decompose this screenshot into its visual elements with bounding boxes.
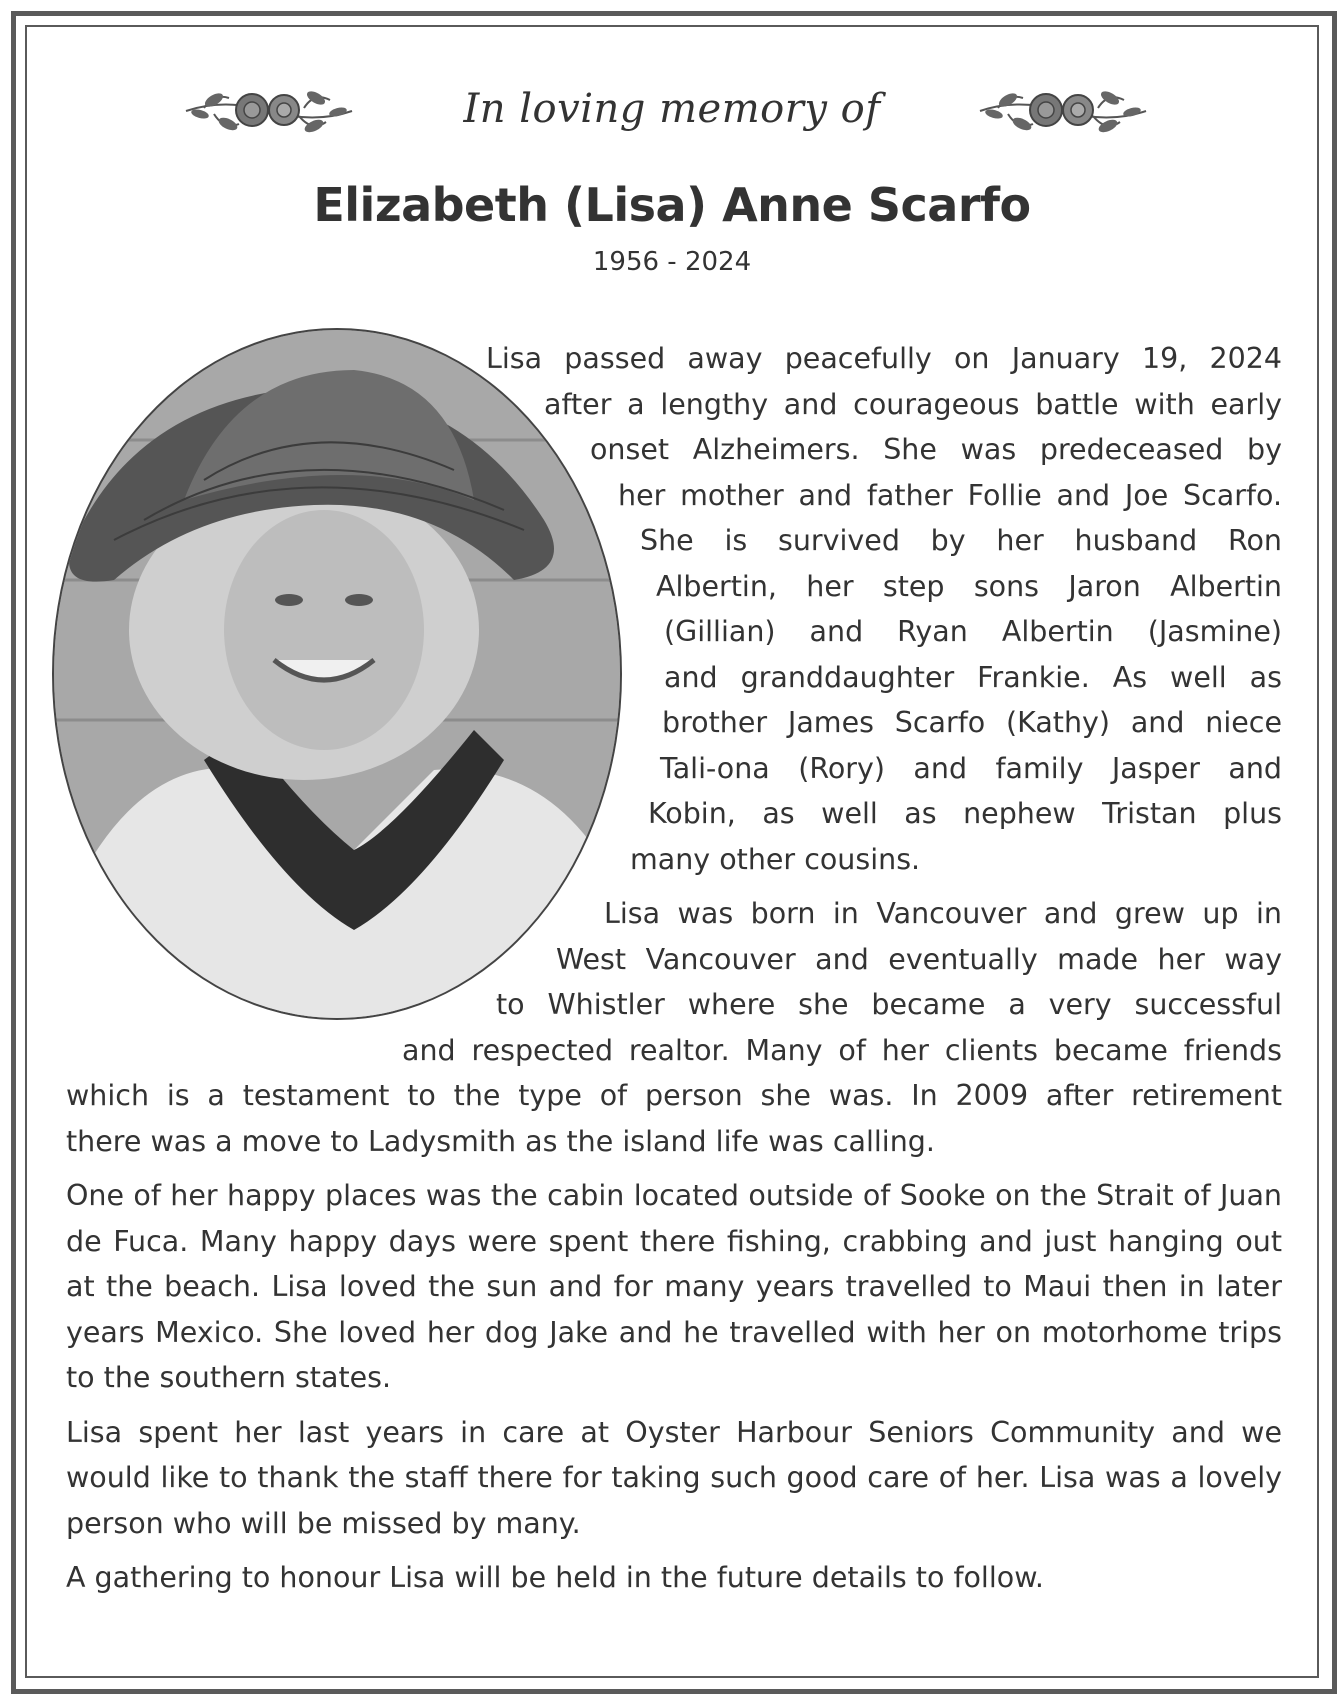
- obituary-body: [66, 336, 1282, 1610]
- text-line: West Vancouver and eventually made her way: [556, 942, 1282, 976]
- in-memory-subtitle: In loving memory of: [463, 86, 881, 132]
- text-line: onset Alzheimers. She was predeceased by: [590, 433, 1282, 466]
- text-line: brother James Scarfo (Kathy) and niece: [662, 706, 1282, 739]
- text-line: Lisa was born in Vancouver and grew up in: [604, 897, 1282, 930]
- paragraph-4: Lisa spent her last years in care at Oyster Harbour Seniors Community and we would like to thank the staff there for taking such good care of her. Lisa was a lovely person who will be missed by many.: [66, 1415, 1282, 1540]
- paragraph-1: [66, 336, 1282, 882]
- text-line: and respected realtor. Many of her clients became friends: [402, 1033, 1282, 1067]
- paragraph-2: [66, 891, 1282, 1164]
- text-line: Lisa passed away peacefully on January 19, 2024: [486, 342, 1282, 375]
- paragraph-3: One of her happy places was the cabin located outside of Sooke on the Strait of Juan de Fuca. Many happy days were spent there fishing, crabbing and just hanging out at the beach. Lisa loved the sun and for many years travelled to Maui then in later years Mexico. She loved her dog Jake and he travelled with her on motorhome trips to the southern states.: [66, 1179, 1282, 1394]
- text-line: (Gillian) and Ryan Albertin (Jasmine): [664, 615, 1282, 648]
- deceased-name: Elizabeth (Lisa) Anne Scarfo: [313, 178, 1031, 232]
- text-line: to Whistler where she became a very successful: [496, 988, 1282, 1021]
- life-dates: 1956 - 2024: [592, 247, 752, 277]
- text-line: Albertin, her step sons Jaron Albertin: [656, 569, 1282, 603]
- text-line: and granddaughter Frankie. As well as: [664, 660, 1282, 694]
- text-line: She is survived by her husband Ron: [640, 524, 1282, 557]
- text-line: her mother and father Follie and Joe Scarfo.: [618, 478, 1282, 512]
- paragraph-5: A gathering to honour Lisa will be held in the future details to follow.: [66, 1561, 1044, 1594]
- text-line: many other cousins.: [630, 842, 921, 876]
- text-line: after a lengthy and courageous battle with early: [544, 387, 1282, 421]
- text-line: there was a move to Ladysmith as the island life was calling.: [66, 1124, 935, 1158]
- text-line: Tali-ona (Rory) and family Jasper and: [660, 751, 1282, 785]
- text-line: which is a testament to the type of person she was. In 2009 after retirement: [66, 1079, 1282, 1112]
- text-line: Kobin, as well as nephew Tristan plus: [648, 797, 1282, 830]
